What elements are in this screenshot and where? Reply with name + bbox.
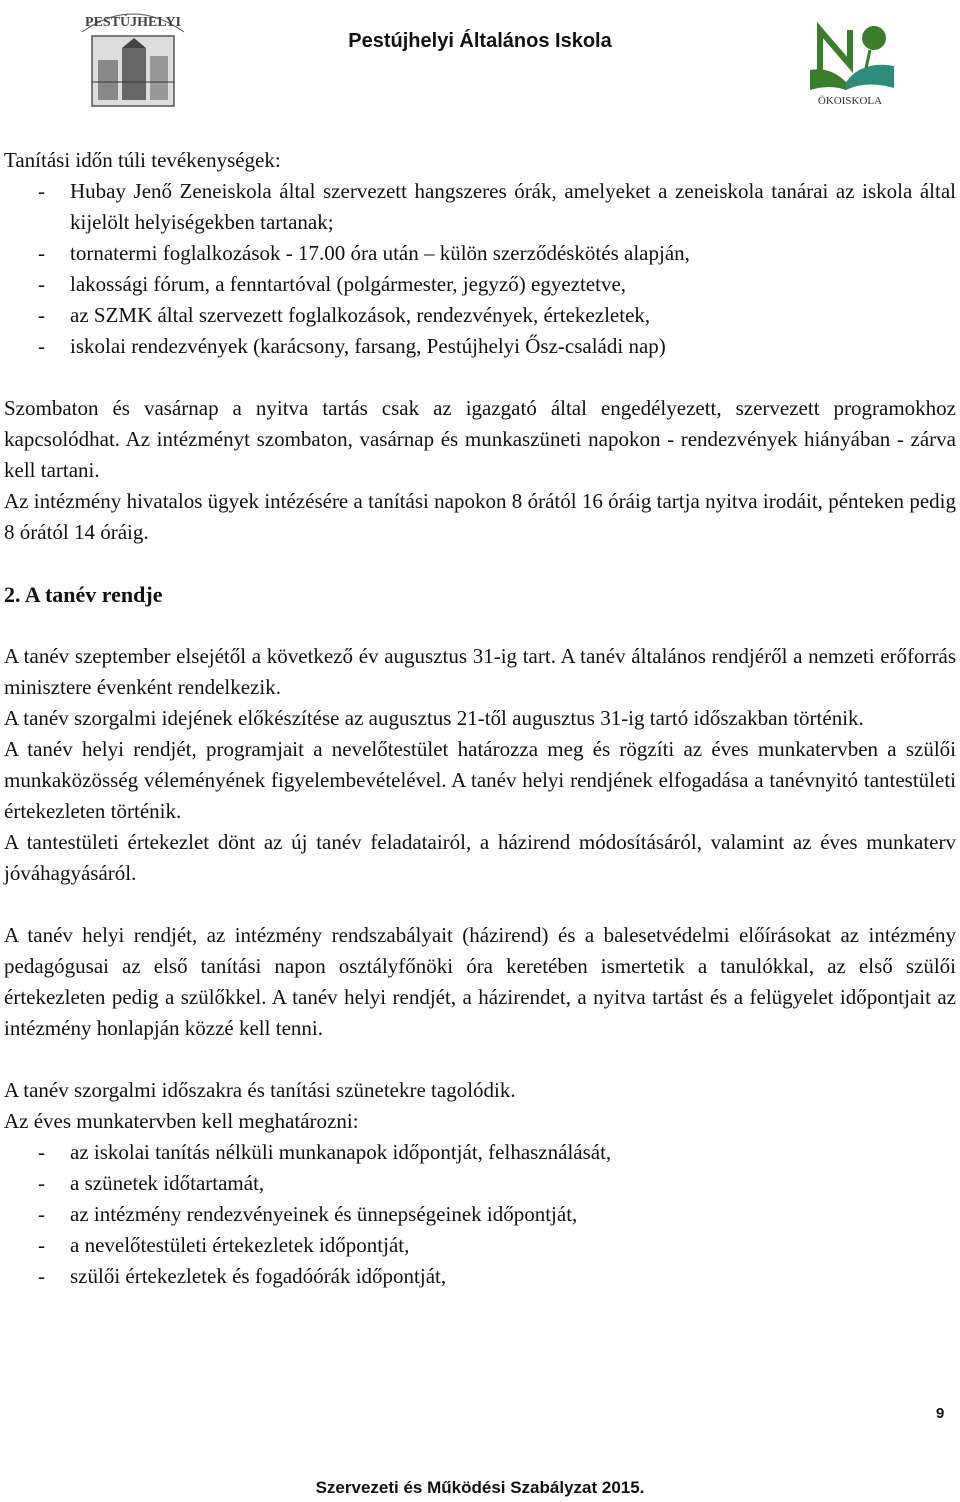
list-item: - a nevelőtestületi értekezletek időpontját, [38, 1233, 410, 1257]
section-title: 2. A tanév rendje [4, 582, 163, 607]
document-footer: Szervezeti és Működési Szabályzat 2015. [315, 1478, 645, 1497]
school-year-paragraph: A tanév szeptember elsejétől a következő év augusztus 31-ig tart. A tanév általános rendjéről a nemzeti erőforrás minisztere évenként rendelkezik. [4, 644, 956, 699]
eco-school-logo [800, 10, 900, 108]
office-hours-paragraph: Az intézmény hivatalos ügyek intézésére a tanítási napokon 8 órától 16 óráig tartja nyitva irodáit, pénteken pedig 8 órától 14 óráig. [4, 489, 956, 544]
list-item: - iskolai rendezvények (karácsony, farsang, Pestújhelyi Ősz-családi nap) [38, 334, 666, 358]
list-item: - a szünetek időtartamát, [38, 1171, 265, 1195]
document-body [4, 145, 956, 1292]
page-number: 9 [936, 1405, 945, 1422]
local-order-paragraph: A tanév helyi rendjét, programjait a nevelőtestület határozza meg és rögzíti az éves munkatervben a szülői munkaközösség véleményének figyelembevételével. A tanév helyi rendjének elfogadása a tanévnyitó tantestületi értekezleten történik. [4, 737, 956, 823]
list-item: - az SZMK által szervezett foglalkozások, rendezvények, értekezletek, [38, 303, 651, 327]
list-item: - az iskolai tanítás nélküli munkanapok időpontját, felhasználását, [38, 1140, 612, 1164]
staff-meeting-paragraph: A tantestületi értekezlet dönt az új tanév feladatairól, a házirend módosításáról, valamint az éves munkaterv jóváhagyásáról. [4, 830, 956, 885]
preparation-paragraph: A tanév szorgalmi idejének előkészítése az augusztus 21-től augusztus 31-ig tartó időszakban történik. [4, 706, 864, 730]
rules-publication-paragraph: A tanév helyi rendjét, az intézmény rendszabályait (házirend) és a balesetvédelmi előírásokat az intézmény pedagógusai az első tanítási napon osztályfőnöki óra keretében ismertetik a tanulókkal, az első szülői értekezleten pedig a szülőkkel. A tanév helyi rendjét, a házirendet, a nyitva tartást és a felügyelet időpontjait az intézmény honlapján közzé kell tenni. [4, 923, 956, 1040]
activities-list [4, 176, 956, 362]
list-item: - lakossági fórum, a fenntartóval (polgármester, jegyző) egyeztetve, [38, 272, 627, 296]
weekend-opening-paragraph: Szombaton és vasárnap a nyitva tartás csak az igazgató által engedélyezett, szervezett programokhoz kapcsolódhat. Az intézményt szombaton, vasárnap és munkaszüneti napokon - rendezvények hiányában - zárva kell tartani. [4, 396, 956, 482]
activities-intro: Tanítási időn túli tevékenységek: [4, 148, 281, 172]
periods-paragraph: A tanév szorgalmi időszakra és tanítási szünetekre tagolódik. [4, 1078, 516, 1102]
list-item: - Hubay Jenő Zeneiskola által szervezett hangszeres órák, amelyeket a zeneiskola tanárai az iskola által kijelölt helyiségekben tartanak; [38, 179, 956, 234]
workplan-list [4, 1137, 956, 1292]
school-crest-logo [74, 2, 192, 112]
list-item: - az intézmény rendezvényeinek és ünnepségeinek időpontját, [38, 1202, 578, 1226]
eco-lettering: ÖKOISKOLA [817, 95, 883, 107]
crest-lettering: PESTÚJHELYI [85, 15, 181, 30]
school-name-header: Pestújhelyi Általános Iskola [348, 30, 612, 52]
list-item: - szülői értekezletek és fogadóórák időpontját, [38, 1264, 447, 1288]
list-item: - tornatermi foglalkozások - 17.00 óra után – külön szerződéskötés alapján, [38, 241, 690, 265]
workplan-intro: Az éves munkatervben kell meghatározni: [4, 1109, 359, 1133]
